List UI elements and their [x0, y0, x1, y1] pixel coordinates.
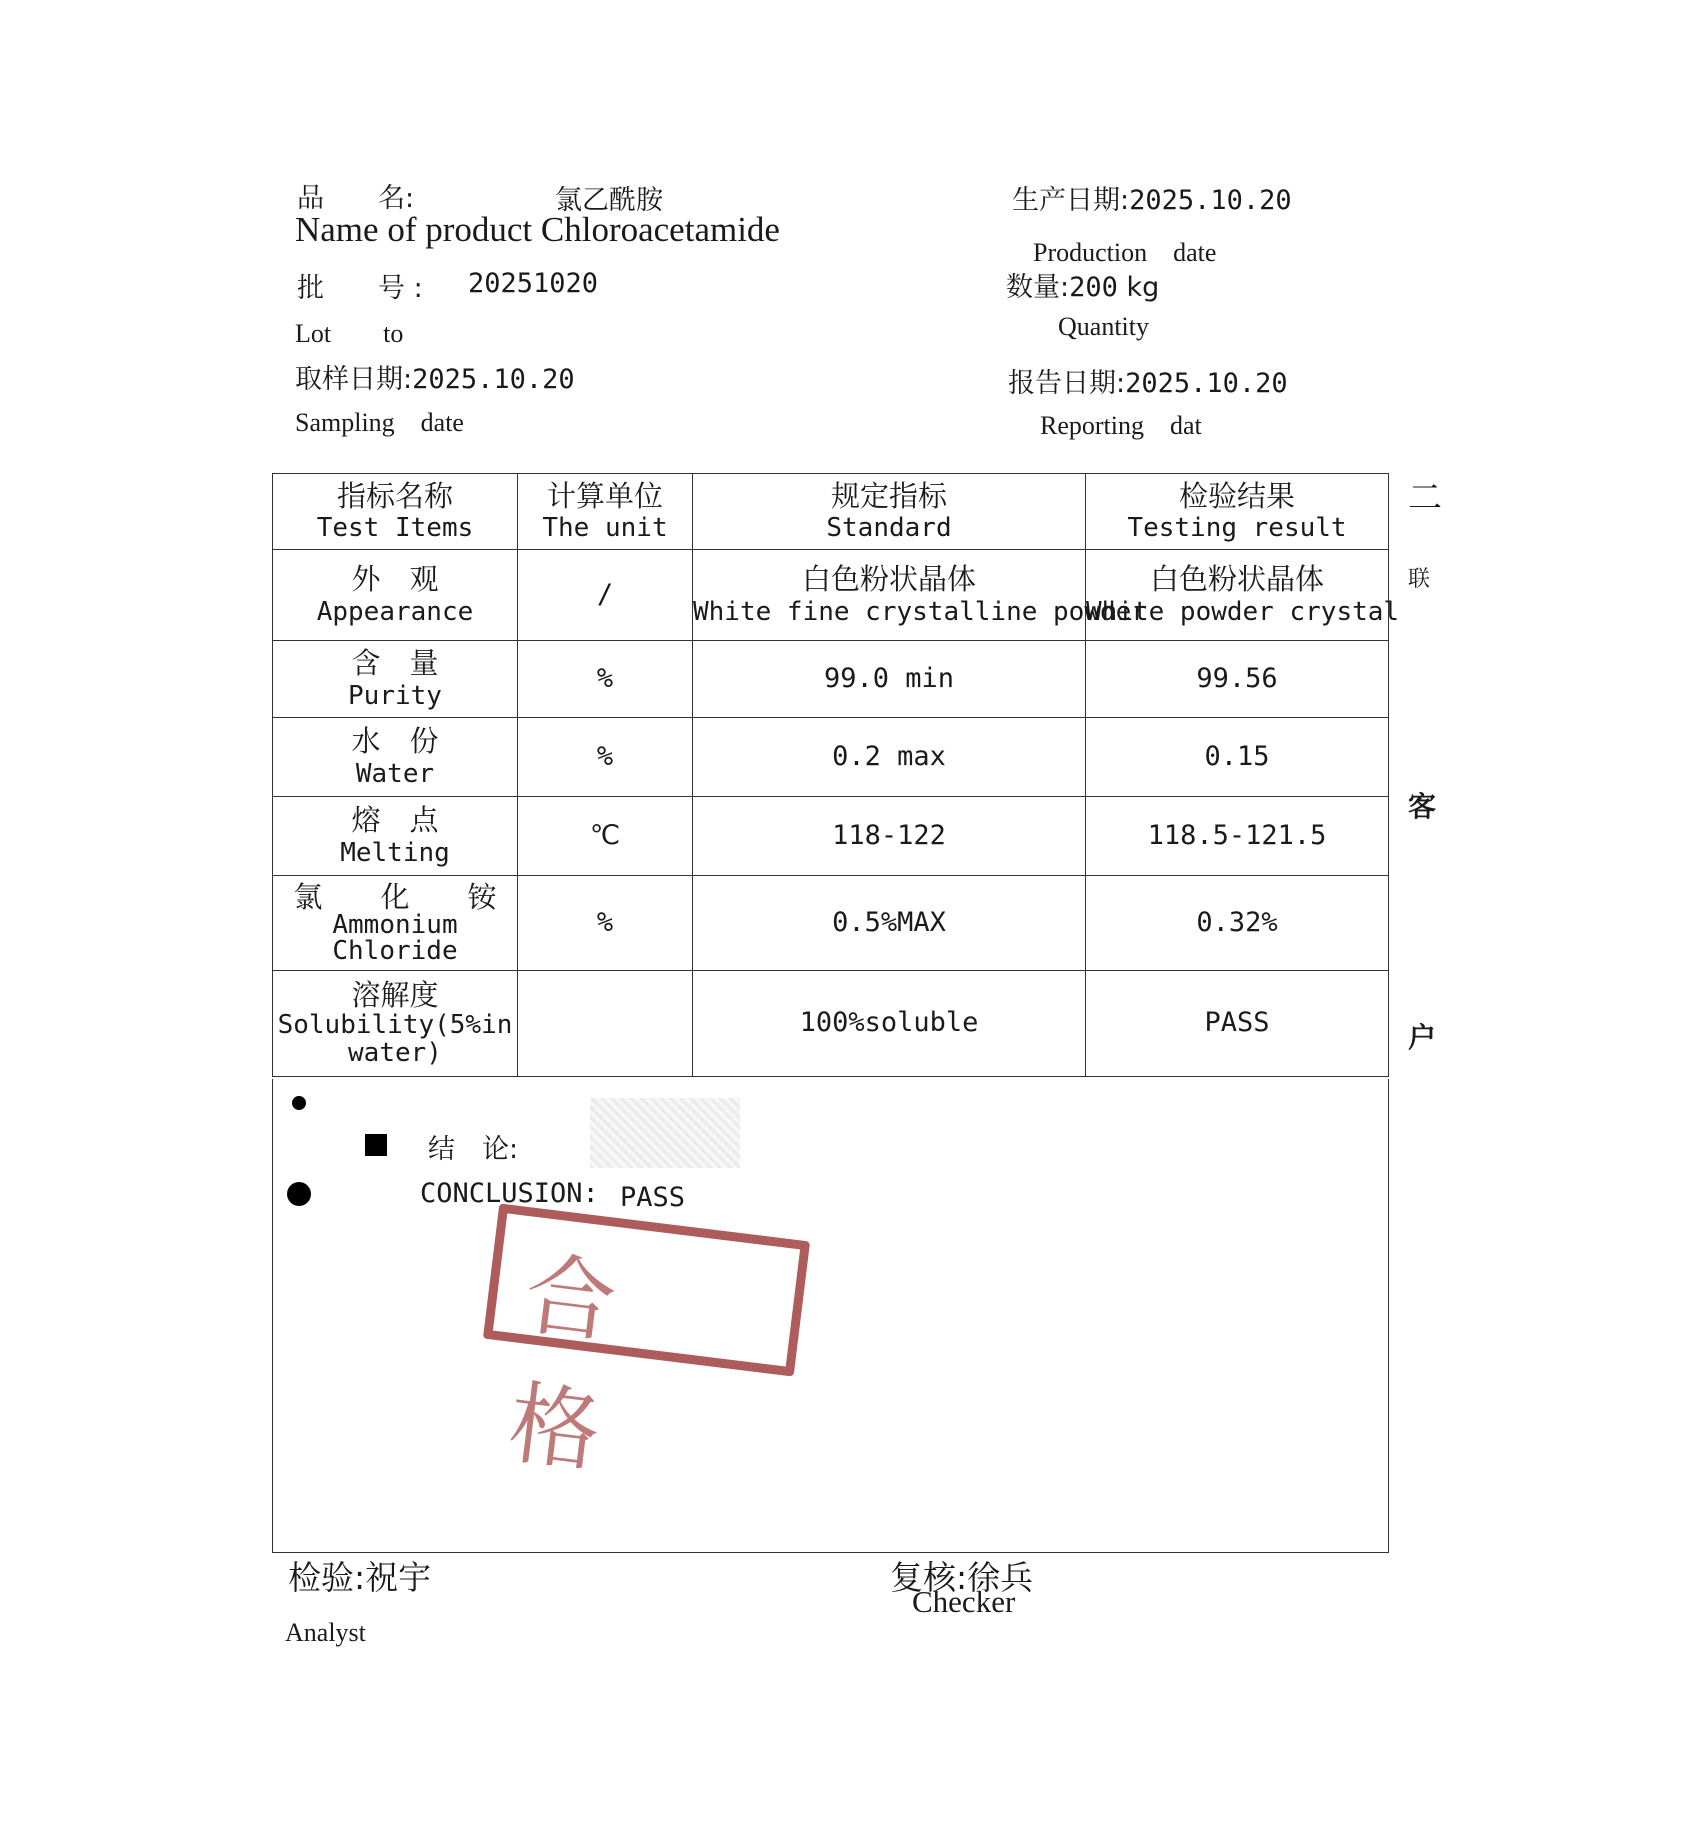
checker-name: 徐兵 [967, 1558, 1034, 1597]
unit-cell: % [518, 641, 693, 718]
standard-cell: 99.0 min [693, 641, 1086, 718]
analyst-signature [288, 1552, 431, 1599]
production-date-label: 生产日期: [1012, 185, 1130, 216]
standard-cell: 白色粉状晶体 White fine crystalline powder [693, 550, 1086, 641]
standard-cell: 0.5%MAX [693, 876, 1086, 971]
checker-label-en: Checker [912, 1584, 1016, 1619]
product-name-label-cn: 品 名: [297, 183, 415, 214]
side-label-copy-number: 二 [1408, 478, 1442, 518]
lot-label-cn: 批 号 : [297, 273, 423, 304]
sampling-date-label-en: Sampling date [295, 408, 464, 437]
product-name-label-en: Name of product [295, 210, 533, 249]
quantity-label-en: Quantity [1058, 312, 1149, 341]
header-result: 检验结果 Testing result [1086, 474, 1389, 550]
item-cell: 外 观 Appearance [273, 550, 518, 641]
conclusion-label-cn: 结 论: [428, 1134, 519, 1165]
table-row [273, 718, 1389, 797]
result-cell: 0.32% [1086, 876, 1389, 971]
table-row [273, 797, 1389, 876]
quantity-label: 数量: [1006, 272, 1070, 303]
quantity-value: 200 [1069, 272, 1118, 303]
side-label-customer-1: 客 [1408, 790, 1437, 823]
standard-cell: 100%soluble [693, 971, 1086, 1077]
unit-cell: / [518, 550, 693, 641]
analyst-name: 祝宇 [365, 1558, 432, 1597]
result-cell: 白色粉状晶体 White powder crystal [1086, 550, 1389, 641]
conclusion-value: PASS [620, 1182, 686, 1213]
item-cell: 溶解度 Solubility(5%in water) [273, 971, 518, 1077]
header-unit: 计算单位 The unit [518, 474, 693, 550]
reporting-date-value: 2025.10.20 [1125, 368, 1288, 399]
standard-cell: 118-122 [693, 797, 1086, 876]
reporting-date-label: 报告日期: [1008, 368, 1126, 399]
sampling-date-value: 2025.10.20 [412, 364, 575, 395]
header-test-items: 指标名称 Test Items [273, 474, 518, 550]
unit-cell: % [518, 876, 693, 971]
quantity-unit: kg [1126, 272, 1160, 303]
conclusion-label-en: CONCLUSION: [420, 1178, 599, 1209]
item-cell: 水 份 Water [273, 718, 518, 797]
item-cell: 氯 化 铵 Ammonium Chloride [273, 876, 518, 971]
unit-cell [518, 971, 693, 1077]
large-bullet-icon [287, 1182, 311, 1206]
unit-cell: ℃ [518, 797, 693, 876]
side-label-customer-2: 户 [1408, 1021, 1437, 1054]
redacted-mark [590, 1098, 740, 1168]
table-row [273, 550, 1389, 641]
header-standard: 规定指标 Standard [693, 474, 1086, 550]
sampling-date-label: 取样日期: [295, 364, 413, 395]
table-row [273, 641, 1389, 718]
product-name-en [295, 210, 780, 250]
analyst-label: 检验: [288, 1558, 366, 1597]
side-label-copy: 联 [1408, 567, 1431, 592]
production-date [1012, 178, 1292, 217]
analyst-label-en: Analyst [285, 1618, 366, 1647]
lot-label-en: Lot to [295, 319, 404, 348]
sampling-date-label-cn [295, 357, 575, 396]
stamp-text: 合 格 [503, 1241, 711, 1486]
item-cell: 含 量 Purity [273, 641, 518, 718]
result-cell: 118.5-121.5 [1086, 797, 1389, 876]
results-table [272, 473, 1400, 1077]
result-cell: 99.56 [1086, 641, 1389, 718]
quantity [1006, 265, 1159, 304]
item-cell: 熔 点 Melting [273, 797, 518, 876]
checker-label: 复核: [890, 1558, 968, 1597]
unit-cell: % [518, 718, 693, 797]
lot-value: 20251020 [468, 268, 599, 299]
table-row [273, 971, 1389, 1077]
result-cell: 0.15 [1086, 718, 1389, 797]
square-bullet-icon [365, 1134, 387, 1156]
product-name-value-en: Chloroacetamide [540, 210, 780, 249]
table-header-row [273, 474, 1389, 550]
standard-cell: 0.2 max [693, 718, 1086, 797]
production-date-label-en: Production date [1033, 238, 1217, 267]
reporting-date [1008, 361, 1288, 400]
product-name-value-cn: 氯乙酰胺 [555, 185, 663, 216]
reporting-date-label-en: Reporting dat [1040, 411, 1202, 440]
result-cell: PASS [1086, 971, 1389, 1077]
small-bullet-icon [292, 1096, 306, 1110]
production-date-value: 2025.10.20 [1129, 185, 1292, 216]
table-row [273, 876, 1389, 971]
